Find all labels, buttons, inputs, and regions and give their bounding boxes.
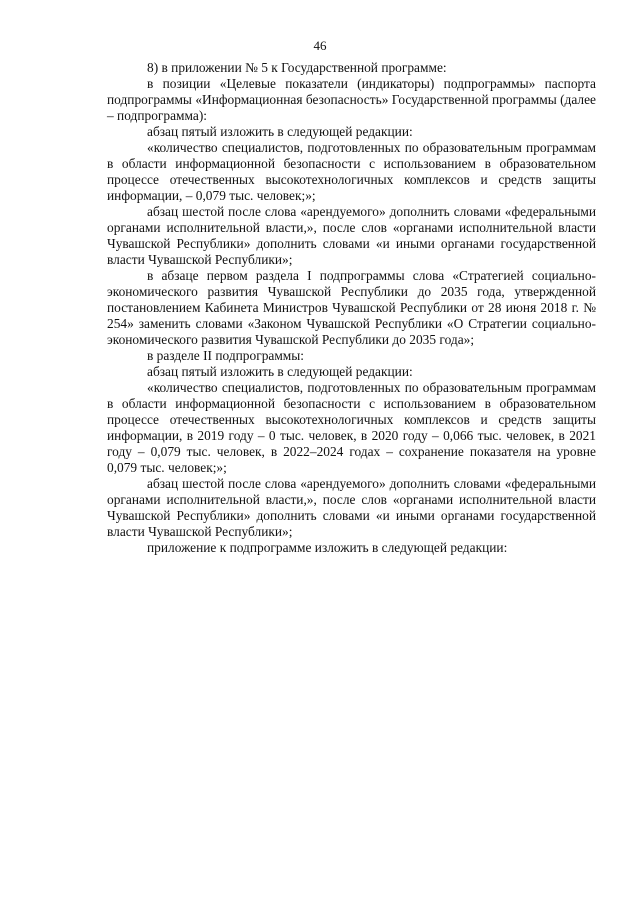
paragraph-specialists-quote: «количество специалистов, подготовленных по образовательным программам в области информационной безопасности с использованием в образовательном процессе отечественных высокотехнологичных комплексов и средств защиты информации, – 0,079 тыс. человек;»;	[107, 140, 596, 203]
paragraph-appendix-intro: приложение к подпрограмме изложить в следующей редакции:	[147, 540, 508, 555]
page-number: 46	[313, 38, 327, 53]
paragraph-sixth-abzac-amend: абзац шестой после слова «арендуемого» дополнить словами «федеральными органами исполнительной власти,», после слов «органами исполнительной власти Чувашской Республики» дополнить словами «и иными органами государственной власти Чувашской Республики»;	[107, 204, 596, 267]
paragraph-section-1-amend: в абзаце первом раздела I подпрограммы слова «Стратегией социально-экономического развития Чувашской Республики до 2035 года, утвержденной постановлением Кабинета Министров Чувашской Республики от 28 июня 2018 г. № 254» заменить словами «Законом Чувашской Республики «О Стратегии социально-экономического развития Чувашской Республики до 2035 года»;	[107, 268, 596, 347]
paragraph-passport-position: в позиции «Целевые показатели (индикаторы) подпрограммы» паспорта подпрограммы «Информационная безопасность» Государственной программы (далее – подпрограмма):	[107, 76, 596, 123]
paragraph-fifth-abzac-intro-2: абзац пятый изложить в следующей редакции:	[147, 364, 413, 379]
paragraph-item-8: 8) в приложении № 5 к Государственной программе:	[147, 60, 447, 75]
document-body	[107, 60, 596, 556]
paragraph-fifth-abzac-intro: абзац пятый изложить в следующей редакции:	[147, 124, 413, 139]
paragraph-sixth-abzac-amend-2: абзац шестой после слова «арендуемого» дополнить словами «федеральными органами исполнительной власти,», после слов «органами исполнительной власти Чувашской Республики» дополнить словами «и иными органами государственной власти Чувашской Республики»;	[107, 476, 596, 539]
paragraph-specialists-by-year-quote: «количество специалистов, подготовленных по образовательным программам в области информационной безопасности с использованием в образовательном процессе отечественных высокотехнологичных комплексов и средств защиты информации, в 2019 году – 0 тыс. человек, в 2020 году – 0,066 тыс. человек, в 2021 году – 0,079 тыс. человек, в 2022–2024 годах – сохранение показателя на уровне 0,079 тыс. человек;»;	[107, 380, 596, 475]
paragraph-section-2-heading: в разделе II подпрограммы:	[147, 348, 304, 363]
